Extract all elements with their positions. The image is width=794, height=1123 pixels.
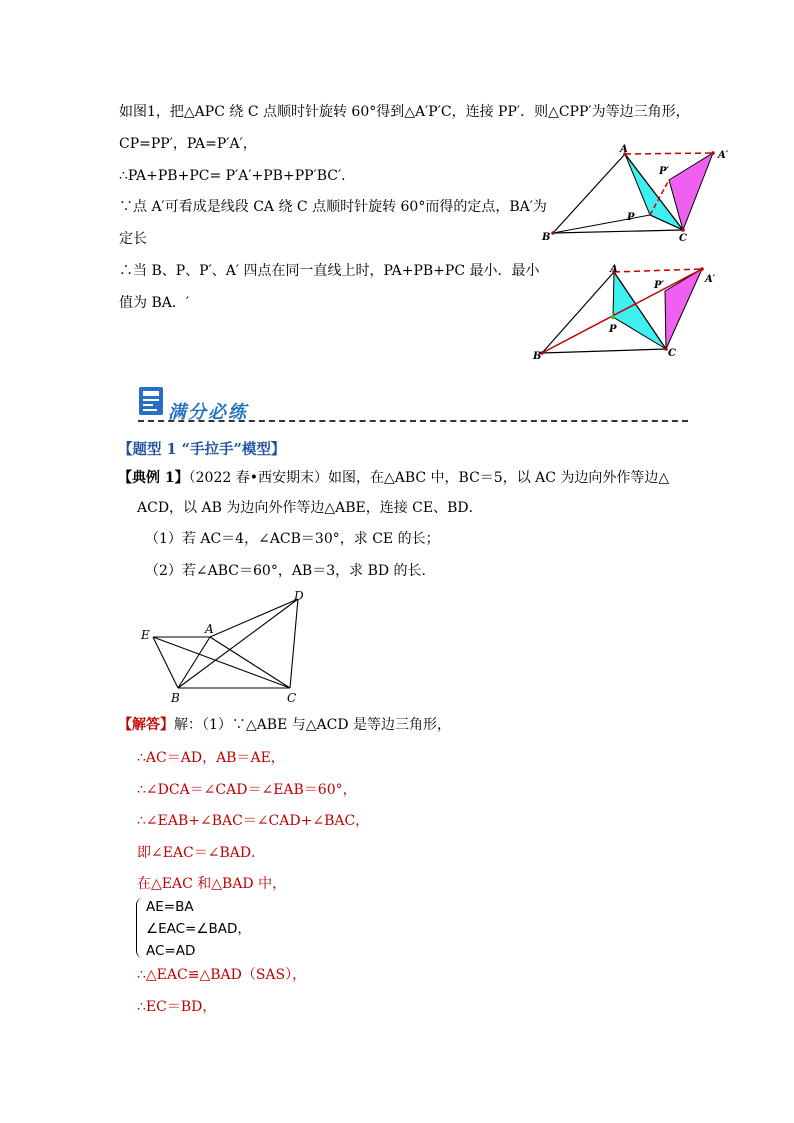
example-source: （2022 春•西安期末）如图，在△ABC 中，BC＝5，以 AC 为边向外作等边△: [188, 470, 670, 486]
intro-line-6: ∴当 B、P、P′、A′ 四点在同一直线上时，PA+PB+PC 最小．最小: [119, 263, 540, 279]
section-title: 满分必练: [168, 402, 248, 423]
answer-tag: 【解答】: [118, 717, 174, 733]
intro-line-5: 定长: [119, 231, 147, 247]
fig1-label-P-prime: P′: [659, 166, 670, 177]
answer-line-6: 在△EAC 和△BAD 中，: [137, 876, 287, 892]
question-2: （2）若∠ABC＝60°，AB＝3，求 BD 的长．: [145, 563, 436, 579]
fig2-label-B: B: [533, 351, 542, 362]
fig3-label-B: B: [171, 691, 180, 705]
fig2-label-P-prime: P′: [654, 280, 665, 291]
rotation-figure-2: [525, 260, 745, 365]
answer-line-3: ∴∠DCA＝∠CAD＝∠EAB＝60°，: [137, 782, 357, 798]
fig2-label-A-prime: A′: [705, 274, 716, 285]
answer-line-1: [118, 716, 451, 734]
fig1-label-P: P: [627, 212, 635, 223]
fig3-label-A: A: [205, 622, 214, 636]
fig1-label-A: A: [620, 144, 628, 155]
fig2-label-P: P: [609, 324, 617, 335]
fig1-label-B: B: [542, 232, 551, 243]
type-heading: 【题型 1 “手拉手”模型】: [118, 441, 286, 458]
intro-line-7: 值为 BA．′: [119, 295, 190, 311]
rotation-figure-1: [530, 140, 750, 250]
intro-line-3: ∴PA+PB+PC= P′A′+PB+PP′BC′．: [119, 168, 356, 184]
brace-line-1: AE=BA: [146, 899, 194, 915]
notebook-icon: [138, 386, 166, 418]
answer-line-8: ∴EC＝BD，: [137, 999, 217, 1015]
section-divider: [138, 420, 688, 422]
fig3-label-E: E: [141, 628, 150, 642]
answer-intro: 解：（1）∵△ABE 与△ACD 是等边三角形，: [174, 717, 452, 733]
fig2-label-A: A: [610, 264, 618, 275]
answer-line-5: 即∠EAC＝∠BAD．: [137, 845, 266, 861]
fig3-label-D: D: [294, 589, 304, 603]
answer-line-7: ∴△EAC≌△BAD（SAS），: [137, 967, 307, 983]
fig1-label-C: C: [679, 233, 687, 244]
question-1: （1）若 AC＝4，∠ACB＝30°，求 CE 的长；: [145, 531, 440, 547]
system-brace: [136, 898, 143, 958]
fig2-label-C: C: [668, 348, 676, 359]
fig3-label-C: C: [287, 691, 297, 705]
brace-line-2: ∠EAC=∠BAD，: [146, 921, 251, 937]
example-line-1: [118, 469, 669, 487]
example-tag: 【典例 1】: [118, 470, 189, 486]
intro-line-2: CP=PP′，PA=P′A′，: [119, 136, 257, 152]
intro-line-4: ∵点 A′可看成是线段 CA 绕 C 点顺时针旋转 60°而得的定点，BA′为: [119, 199, 547, 215]
fig1-label-A-prime: A′: [718, 150, 729, 161]
intro-line-1: 如图1，把△APC 绕 C 点顺时针旋转 60°得到△A′P′C，连接 PP′．则△CPP′为等边三角形，: [119, 104, 690, 120]
brace-line-3: AC=AD: [146, 943, 196, 959]
example-line-2: ACD，以 AB 为边向外作等边△ABE，连接 CE、BD．: [137, 500, 483, 516]
answer-line-2: ∴AC＝AD，AB＝AE，: [137, 750, 285, 766]
answer-line-4: ∴∠EAB+∠BAC＝∠CAD+∠BAC，: [137, 813, 370, 829]
hand-in-hand-figure: [138, 585, 313, 707]
